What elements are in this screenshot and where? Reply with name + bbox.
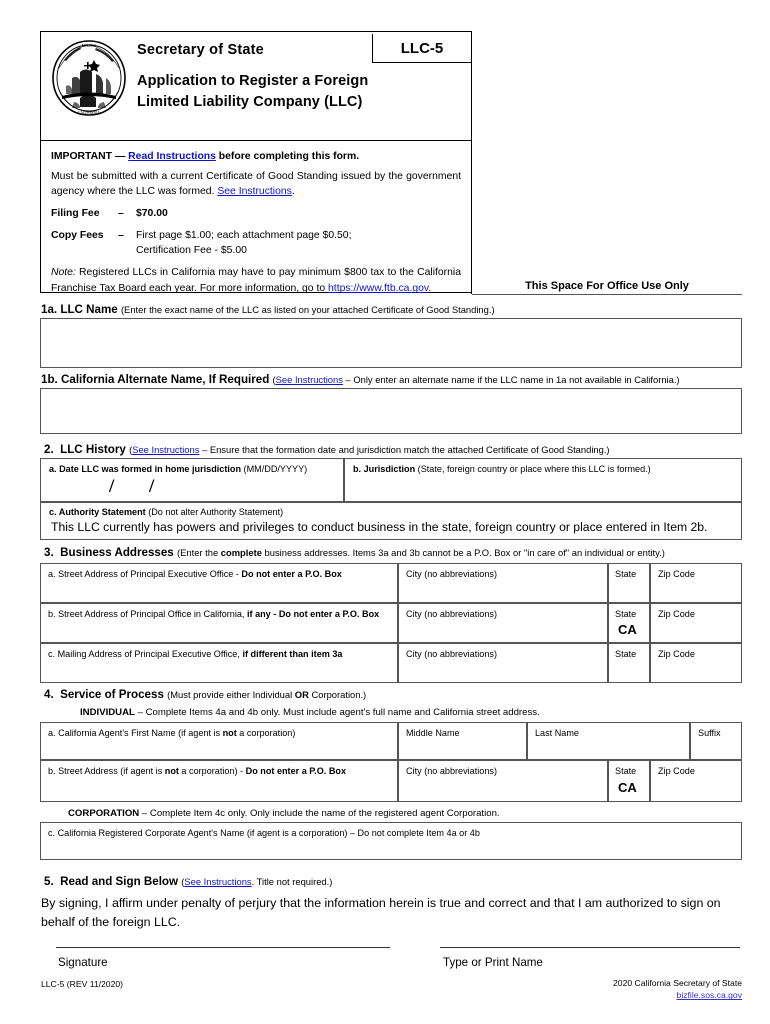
item-2-hint-rest: – Ensure that the formation date and jurisdiction match the attached Certificate of Good Standing.) <box>199 444 610 455</box>
item-1b-hint <box>273 374 680 385</box>
svg-text:EUREKA: EUREKA <box>81 44 97 48</box>
item-3c-street-label <box>48 649 342 661</box>
note-tail: . <box>428 283 432 295</box>
item-1b-alternate-name-field[interactable] <box>40 388 742 434</box>
item-3c-zip-label: Zip Code <box>658 649 695 659</box>
item-4b-label-bold2: Do not enter a P.O. Box <box>245 766 347 776</box>
header-vertical-divider <box>471 31 472 294</box>
filing-fee-row <box>51 206 461 221</box>
item-3a-zip-label: Zip Code <box>658 569 695 579</box>
item-3-hint-pre: (Enter the <box>177 547 221 558</box>
item-3a-state-field[interactable] <box>608 563 650 603</box>
item-4-individual-note <box>80 707 540 718</box>
item-3-heading <box>44 546 665 559</box>
item-4-hint-pre: (Must provide either Individual <box>167 689 295 700</box>
item-3a-street-label <box>48 569 342 581</box>
item-4-heading <box>44 688 366 701</box>
bizfile-link[interactable]: bizfile.sos.ca.gov <box>676 990 742 1001</box>
corporation-note-rest: – Complete Item 4c only. Only include the name of the registered agent Corporation. <box>139 808 500 819</box>
header-instructions-box <box>40 141 472 293</box>
item-3b-zip-field[interactable] <box>650 603 742 643</box>
item-2a-label <box>49 464 307 476</box>
item-4-hint-post: Corporation.) <box>308 689 367 700</box>
date-slash-1: / <box>109 476 115 497</box>
print-name-line[interactable] <box>440 947 740 948</box>
item-4b-state-field <box>608 760 650 802</box>
item-2c-statement-text: This LLC currently has powers and privileges to conduct business in the state, foreign country or place entered in Item 2b. <box>51 520 708 534</box>
item-2-heading <box>44 443 610 456</box>
item-4a-middle-name-field[interactable] <box>398 722 527 760</box>
item-5-hint-rest: . Title not required.) <box>251 876 333 887</box>
item-4a-middle-label: Middle Name <box>406 728 460 738</box>
item-3b-state-value: CA <box>618 622 637 637</box>
item-2-hint <box>129 444 610 455</box>
item-2b-label <box>353 464 651 476</box>
item-5-hint-open: ( <box>181 876 185 887</box>
form-number-text: LLC-5 <box>400 39 444 57</box>
item-4-hint <box>167 689 366 700</box>
item-4b-city-field[interactable] <box>398 760 608 802</box>
individual-label: INDIVIDUAL <box>80 707 135 718</box>
item-2b-jurisdiction-field[interactable] <box>344 458 742 502</box>
item-2c-authority-statement-box <box>40 502 742 540</box>
item-3c-street-label-plain: c. Mailing Address of Principal Executive Office, <box>48 649 243 659</box>
individual-note-rest: – Complete Items 4a and 4b only. Must include agent's full name and California street address. <box>134 707 540 718</box>
item-4-title: Service of Process <box>60 688 164 701</box>
item-1b-hint-rest: – Only enter an alternate name if the LLC name in 1a not available in California.) <box>342 374 680 385</box>
item-4-hint-bold: OR <box>294 689 309 700</box>
signature-label: Signature <box>58 956 108 969</box>
item-4b-label-mid: a corporation) - <box>178 766 246 776</box>
ftb-note <box>51 265 461 296</box>
item-4a-label <box>48 728 295 740</box>
item-4b-state-value: CA <box>618 780 637 795</box>
item-5-hint <box>181 876 332 887</box>
filing-fee-dash: – <box>118 208 124 220</box>
item-3b-street-field[interactable] <box>40 603 398 643</box>
item-3c-city-label: City (no abbreviations) <box>406 649 497 659</box>
item-3b-street-label-bold: if any - Do not enter a P.O. Box <box>246 609 380 619</box>
note-text: Registered LLCs in California may have to pay minimum $800 tax to the California Franchise Tax Board each year. For more information, go to <box>51 267 461 295</box>
see-instructions-link-5[interactable]: See Instructions <box>184 876 252 887</box>
item-3b-state-field <box>608 603 650 643</box>
item-2a-label-hint: (MM/DD/YYYY) <box>241 464 308 474</box>
item-4a-label-pre: a. California Agent's First Name (if agent is <box>48 728 223 738</box>
date-slash-2: / <box>149 476 155 497</box>
item-1b-hint-open: ( <box>272 374 276 385</box>
item-1b-number: 1b. <box>41 373 58 386</box>
item-4b-state-label: State <box>615 766 637 776</box>
item-4a-last-label: Last Name <box>535 728 579 738</box>
item-4c-corporate-agent-field[interactable] <box>40 822 742 860</box>
ftb-website-link[interactable]: https://www.ftb.ca.gov <box>328 283 429 295</box>
footer-copyright <box>613 977 742 1002</box>
item-3c-state-field[interactable] <box>608 643 650 683</box>
item-4-corporation-note <box>68 808 500 819</box>
item-4b-label-bold1: not <box>164 766 179 776</box>
office-use-rule <box>472 294 742 295</box>
submit-requirement-text <box>51 169 461 199</box>
important-prefix: IMPORTANT — <box>51 151 129 162</box>
item-4a-suffix-field[interactable] <box>690 722 742 760</box>
item-4-number: 4. <box>44 688 54 701</box>
see-instructions-link-2[interactable]: See Instructions <box>132 444 200 455</box>
copy-fees-dash: – <box>118 230 124 242</box>
office-use-label: This Space For Office Use Only <box>525 280 689 292</box>
item-3-hint-bold: complete <box>220 547 262 558</box>
item-1a-number: 1a. <box>41 303 58 316</box>
copy-fees-values <box>136 228 351 258</box>
item-2b-label-hint: (State, foreign country or place where this LLC is formed.) <box>415 464 651 474</box>
item-2c-label-bold: c. Authority Statement <box>49 507 146 517</box>
item-2c-label <box>49 507 283 519</box>
important-suffix: before completing this form. <box>215 151 360 162</box>
item-2-title: LLC History <box>60 443 126 456</box>
item-1a-heading <box>41 303 495 316</box>
item-3b-street-label <box>48 609 379 621</box>
item-2-hint-open: ( <box>129 444 133 455</box>
note-label: Note: <box>51 267 76 279</box>
item-3c-city-field[interactable] <box>398 643 608 683</box>
item-3c-state-label: State <box>615 649 637 659</box>
form-header <box>40 31 472 293</box>
item-3a-street-field[interactable] <box>40 563 398 603</box>
item-2a-formation-date-field[interactable] <box>40 458 344 502</box>
form-title: Application to Register a Foreign Limited Liability Company (LLC) <box>137 73 369 111</box>
agency-name: Secretary of State <box>137 42 264 58</box>
item-2-number: 2. <box>44 443 54 456</box>
corporation-label: CORPORATION <box>68 808 140 819</box>
important-line <box>51 149 461 164</box>
see-instructions-link-1b[interactable]: See Instructions <box>275 374 343 385</box>
item-3a-city-field[interactable] <box>398 563 608 603</box>
item-5-heading <box>44 875 332 888</box>
item-3a-zip-field[interactable] <box>650 563 742 603</box>
header-title-box <box>40 31 472 141</box>
item-1a-hint: (Enter the exact name of the LLC as listed on your attached Certificate of Good Standing.) <box>120 304 495 315</box>
item-3-title: Business Addresses <box>60 546 174 559</box>
print-name-label: Type or Print Name <box>443 956 543 969</box>
item-3b-street-label-plain: b. Street Address of Principal Office in California, <box>48 609 247 619</box>
item-3-hint <box>177 547 665 558</box>
item-5-title: Read and Sign Below <box>60 875 179 888</box>
footer-copyright-text: 2020 California Secretary of State <box>613 978 742 988</box>
item-3c-street-label-bold: if different than item 3a <box>242 649 343 659</box>
form-number-badge <box>372 34 471 63</box>
see-instructions-link-header[interactable]: See Instructions <box>217 186 292 198</box>
item-1a-llc-name-field[interactable] <box>40 318 742 368</box>
copy-fees-line1: First page $1.00; each attachment page $0.50; <box>136 230 352 242</box>
svg-text:CALIFORNIA: CALIFORNIA <box>78 111 100 115</box>
item-4b-city-label: City (no abbreviations) <box>406 766 497 776</box>
copy-fees-label: Copy Fees <box>51 230 104 242</box>
item-4b-label-pre: b. Street Address (if agent is <box>48 766 165 776</box>
item-4a-first-name-field[interactable] <box>40 722 398 760</box>
submit-text-2: . <box>291 186 295 198</box>
item-3c-street-field[interactable] <box>40 643 398 683</box>
item-4a-last-name-field[interactable] <box>527 722 690 760</box>
copy-fees-row <box>51 228 461 258</box>
filing-fee-value: $70.00 <box>136 208 168 220</box>
item-4b-zip-field[interactable] <box>650 760 742 802</box>
item-4a-label-bold: not <box>222 728 237 738</box>
item-3-hint-post: business addresses. Items 3a and 3b cannot be a P.O. Box or "in care of" an individual or entity.) <box>261 547 665 558</box>
item-2c-label-hint: (Do not alter Authority Statement) <box>145 507 284 517</box>
read-instructions-link[interactable]: Read Instructions <box>128 151 216 162</box>
item-4b-zip-label: Zip Code <box>658 766 695 776</box>
footer-form-revision: LLC-5 (REV 11/2020) <box>41 979 124 989</box>
item-5-number: 5. <box>44 875 54 888</box>
item-3a-state-label: State <box>615 569 637 579</box>
item-1b-heading <box>41 373 680 386</box>
item-3b-city-field[interactable] <box>398 603 608 643</box>
item-4a-label-post: a corporation) <box>236 728 296 738</box>
item-2a-label-bold: a. Date LLC was formed in home jurisdiction <box>49 464 242 474</box>
item-3a-street-label-bold: Do not enter a P.O. Box <box>241 569 342 579</box>
item-3-number: 3. <box>44 546 54 559</box>
item-4b-street-field[interactable] <box>40 760 398 802</box>
item-3c-zip-field[interactable] <box>650 643 742 683</box>
item-4c-label: c. California Registered Corporate Agent's Name (if agent is a corporation) – Do not complete Item 4a or 4b <box>48 828 480 838</box>
item-3b-city-label: City (no abbreviations) <box>406 609 497 619</box>
copy-fees-line2: Certification Fee - $5.00 <box>136 245 247 257</box>
item-3b-state-label: State <box>615 609 637 619</box>
california-state-seal-icon <box>50 38 128 118</box>
item-5-affirmation-text: By signing, I affirm under penalty of perjury that the information herein is true and correct and that I am authorized to sign on behalf of the foreign LLC. <box>41 896 721 929</box>
signature-line[interactable] <box>56 947 390 948</box>
header-titles <box>137 42 407 113</box>
filing-fee-label: Filing Fee <box>51 208 100 220</box>
item-2b-label-bold: b. Jurisdiction <box>353 464 416 474</box>
item-1a-title: LLC Name <box>60 303 118 316</box>
submit-text-1: Must be submitted with a current Certificate of Good Standing issued by the government agency where the LLC was formed. <box>51 171 461 198</box>
item-3a-street-label-plain: a. Street Address of Principal Executive Office - <box>48 569 242 579</box>
item-3b-zip-label: Zip Code <box>658 609 695 619</box>
item-3a-city-label: City (no abbreviations) <box>406 569 497 579</box>
item-1b-title: California Alternate Name, If Required <box>61 373 270 386</box>
item-4b-label <box>48 766 346 778</box>
item-4a-suffix-label: Suffix <box>698 728 721 738</box>
